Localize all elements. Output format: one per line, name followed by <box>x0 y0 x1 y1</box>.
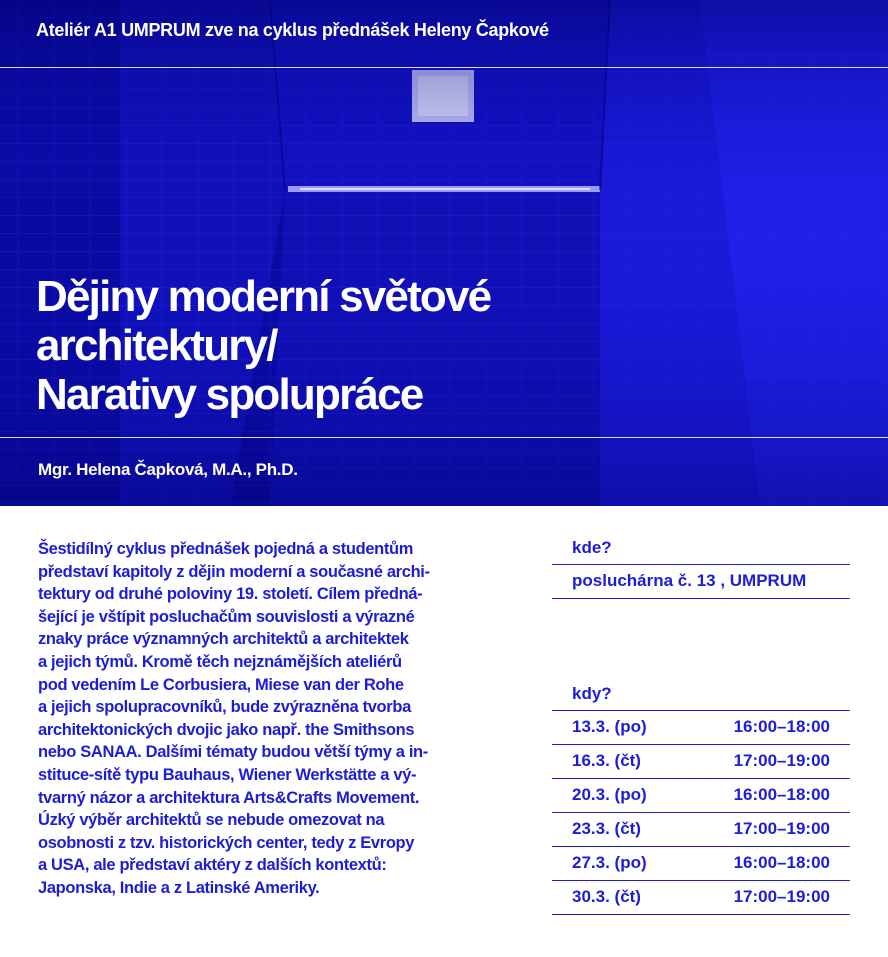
description-line: architektonických dvojic jako např. the Smithsons <box>38 720 415 739</box>
title-line: Narativy spolupráce <box>36 370 423 419</box>
where-label: kde? <box>572 538 612 557</box>
description-line: představí kapitoly z dějin moderní a současné archi- <box>38 562 430 581</box>
title-line: Dějiny moderní světové <box>36 272 491 321</box>
course-description <box>38 538 518 900</box>
session-time: 17:00–19:00 <box>733 819 830 838</box>
schedule-row <box>552 881 850 915</box>
invitation-heading: Ateliér A1 UMPRUM zve na cyklus přednášek Heleny Čapkové <box>36 20 549 40</box>
header-divider <box>0 67 888 68</box>
session-time: 17:00–19:00 <box>733 887 830 906</box>
title-line: architektury/ <box>36 321 277 370</box>
schedule-row <box>552 711 850 745</box>
session-time: 16:00–18:00 <box>733 853 830 872</box>
description-line: a USA, ale představí aktéry z dalších kontextů: <box>38 856 387 875</box>
description-line: Japonska, Indie a z Latinské Ameriky. <box>38 878 320 897</box>
title-divider <box>0 437 888 438</box>
session-date: 13.3. (po) <box>572 717 647 736</box>
location-value: posluchárna č. 13 , UMPRUM <box>572 571 807 590</box>
session-date: 30.3. (čt) <box>572 887 641 906</box>
description-line: nebo SANAA. Dalšími tématy budou větší týmy a in- <box>38 743 428 762</box>
session-time: 17:00–19:00 <box>733 751 830 770</box>
lecture-title <box>36 272 490 419</box>
schedule-row <box>552 813 850 847</box>
description-line: Šestidílný cyklus přednášek pojedná a studentům <box>38 540 414 558</box>
description-line: tvarný názor a architektura Arts&Crafts Movement. <box>38 788 420 807</box>
description-line: a jejich týmů. Kromě těch nejznámějších ateliérů <box>38 652 402 671</box>
location-block <box>552 536 850 600</box>
when-label: kdy? <box>572 684 612 703</box>
description-line: pod vedením Le Corbusiera, Miese van der Rohe <box>38 675 404 694</box>
description-line: šející je vštípit posluchačům souvislosti a výrazné <box>38 607 415 626</box>
location-divider <box>552 564 850 565</box>
session-time: 16:00–18:00 <box>733 785 830 804</box>
description-line: a jejich spolupracovníků, bude zvýrazněna tvorba <box>38 698 411 717</box>
lecturer-name: Mgr. Helena Čapková, M.A., Ph.D. <box>38 460 298 479</box>
schedule-block <box>552 682 850 922</box>
location-bottom-divider <box>552 598 850 599</box>
description-line: stituce-sítě typu Bauhaus, Wiener Werkstätte a vý- <box>38 765 417 784</box>
description-line: Úzký výběr architektů se nebude omezovat na <box>38 811 385 830</box>
session-date: 20.3. (po) <box>572 785 647 804</box>
session-date: 27.3. (po) <box>572 853 647 872</box>
session-time: 16:00–18:00 <box>733 717 830 736</box>
session-date: 16.3. (čt) <box>572 751 641 770</box>
schedule-row <box>552 745 850 779</box>
description-line: tektury od druhé poloviny 19. století. Cílem předná- <box>38 585 423 604</box>
description-line: osobnosti z tzv. historických center, tedy z Evropy <box>38 833 415 852</box>
description-line: znaky práce významných architektů a architektek <box>38 630 409 649</box>
schedule-row <box>552 779 850 813</box>
session-date: 23.3. (čt) <box>572 819 641 838</box>
schedule-row <box>552 847 850 881</box>
